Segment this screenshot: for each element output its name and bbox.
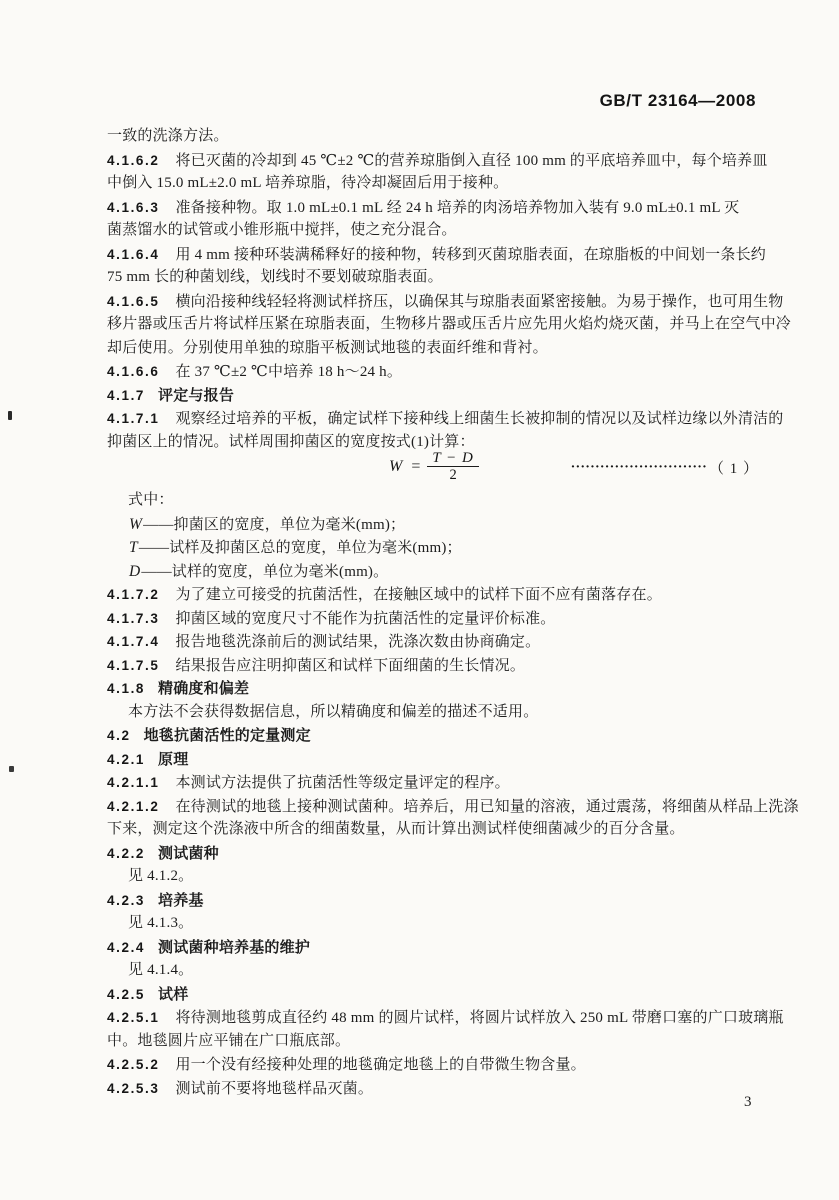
heading-4-1-7: [107, 384, 765, 408]
standard-number: GB/T 23164—2008: [599, 91, 756, 110]
cross-reference: 见 4.1.3。: [128, 915, 194, 931]
heading-4-2-5: [107, 983, 765, 1007]
clause-4-1-6-4: [107, 243, 765, 267]
scan-artifact-mark: [9, 766, 14, 772]
clause-4-2-1-1: [107, 771, 765, 795]
clause-number: 4.1.7.3: [107, 610, 160, 626]
clause-number: 4.2: [107, 728, 131, 743]
symbol: T: [129, 539, 138, 556]
symbol-definition: ——试样的宽度，单位为毫米(mm)。: [141, 563, 389, 580]
clause-number: 4.1.7.4: [107, 634, 160, 649]
clause-text: 横向沿接种线轻轻将测试样挤压，以确保其与琼脂表面紧密接触。为易于操作，也可用生物: [175, 293, 784, 310]
symbol-def-T: [107, 536, 765, 560]
text-line: 中倒入 15.0 mL±2.0 mL 培养琼脂，待冷却凝固后用于接种。: [107, 175, 509, 191]
clause-text: 报告地毯洗涤前后的测试结果，洗涤次数由协商确定。: [175, 634, 541, 650]
clause-4-1-7-4: [107, 630, 765, 654]
symbol-definition: ——试样及抑菌区总的宽度，单位为毫米(mm)；: [138, 540, 462, 556]
equals-sign: =: [411, 457, 421, 475]
clause-4-2-1-2: [107, 795, 799, 819]
heading-text: 评定与报告: [158, 386, 235, 404]
heading-4-2-2: [107, 842, 765, 866]
clause-number: 4.2.2: [107, 845, 146, 861]
heading-4-2-4: [107, 936, 765, 960]
text-line: 本方法不会获得数据信息，所以精确度和偏差的描述不适用。: [128, 703, 539, 720]
symbol-def-W: [107, 513, 765, 537]
equation-number: （ 1 ）: [708, 461, 759, 477]
clause-text: 抑菌区域的宽度尺寸不能作为抗菌活性的定量评价标准。: [175, 610, 556, 627]
text-line: 一致的洗涤方法。: [107, 128, 229, 144]
fraction-numerator: T − D: [432, 450, 474, 466]
heading-text: 试样: [158, 985, 189, 1003]
clause-number: 4.2.5.1: [107, 1010, 160, 1025]
clause-text: 将已灭菌的冷却到 45 ℃±2 ℃的营养琼脂倒入直径 100 mm 的平底培养皿中，每个培养皿: [175, 152, 768, 169]
clause-number: 4.1.6.6: [107, 364, 160, 379]
text-line: 却后使用。分别使用单独的琼脂平板测试地毯的表面纤维和背衬。: [107, 339, 548, 356]
clause-number: 4.2.1.1: [107, 775, 160, 790]
heading-text: 测试菌种: [158, 844, 219, 862]
heading-4-2-1: [107, 748, 765, 772]
clause-text: 为了建立可接受的抗菌活性，在接触区域中的试样下面不应有菌落存在。: [175, 587, 662, 603]
clause-4-2-5-3: [107, 1077, 765, 1101]
clause-number: 4.1.6.4: [107, 246, 160, 262]
clause-number: 4.2.5.3: [107, 1080, 160, 1096]
text-line: 抑菌区上的情况。试样周围抑菌区的宽度按式(1)计算：: [107, 433, 475, 450]
cross-reference: 见 4.1.4。: [128, 962, 194, 978]
scan-artifact-mark: [8, 411, 12, 420]
formula-where-label: 式中：: [128, 492, 174, 508]
text-line: 中。地毯圆片应平铺在广口瓶底部。: [107, 1032, 351, 1049]
text-line: 下来，测定这个洗涤液中所含的细菌数量，从而计算出测试样使细菌减少的百分含量。: [107, 821, 685, 837]
clause-number: 4.2.5.2: [107, 1057, 160, 1072]
clause-number: 4.1.7.2: [107, 587, 160, 602]
heading-4-2-3: [107, 889, 765, 913]
clause-4-1-6-5: [107, 290, 784, 314]
clause-text: 在 37 ℃±2 ℃中培养 18 h～24 h。: [175, 364, 403, 380]
clause-text: 准备接种物。取 1.0 mL±0.1 mL 经 24 h 培养的肉汤培养物加入装有 9.0 mL±0.1 mL 灭: [175, 199, 740, 216]
symbol: D: [129, 562, 141, 580]
clause-number: 4.2.5: [107, 986, 146, 1002]
heading-text: 精确度和偏差: [158, 680, 250, 697]
heading-text: 测试菌种培养基的维护: [158, 938, 311, 956]
heading-4-1-8: [107, 677, 765, 701]
clause-text: 将待测地毯剪成直径约 48 mm 的圆片试样，将圆片试样放入 250 mL 带磨口塞的广口玻璃瓶: [175, 1010, 784, 1026]
fraction: [427, 450, 479, 483]
clause-4-1-7-3: [107, 607, 765, 631]
heading-text: 原理: [158, 750, 189, 768]
clause-number: 4.1.7.1: [107, 411, 160, 426]
clause-number: 4.2.4: [107, 939, 146, 955]
equation-reference: [571, 457, 759, 478]
text-line: 移片器或压舌片将试样压紧在琼脂表面，生物移片器或压舌片应先用火焰灼烧灭菌，并马上在空气中冷: [107, 316, 792, 332]
page-number: 3: [744, 1094, 752, 1110]
clause-number: 4.1.7.5: [107, 657, 160, 673]
clause-number: 4.2.1.2: [107, 798, 160, 814]
clause-4-1-6-6: [107, 360, 765, 384]
symbol-definition: ——抑菌区的宽度，单位为毫米(mm)；: [143, 516, 406, 533]
clause-text: 测试前不要将地毯样品灭菌。: [175, 1080, 374, 1097]
clause-4-1-7-5: [107, 654, 765, 678]
clause-4-2-5-2: [107, 1053, 765, 1077]
heading-text: 培养基: [158, 891, 204, 909]
heading-text: 地毯抗菌活性的定量测定: [143, 727, 311, 744]
clause-number: 4.1.6.3: [107, 199, 160, 215]
clause-text: 本测试方法提供了抗菌活性等级定量评定的程序。: [175, 775, 510, 791]
text-line: 75 mm 长的种菌划线，划线时不要划破琼脂表面。: [107, 269, 443, 285]
clause-text: 观察经过培养的平板，确定试样下接种线上细菌生长被抑制的情况以及试样边缘以外清洁的: [175, 411, 784, 427]
cross-reference: 见 4.1.2。: [128, 868, 194, 884]
clause-number: 4.1.6.2: [107, 152, 160, 168]
clause-number: 4.1.8: [107, 681, 146, 696]
clause-number: 4.1.6.5: [107, 293, 160, 309]
equation-expression: [389, 450, 479, 483]
clause-text: 用 4 mm 接种环装满稀释好的接种物，转移到灭菌琼脂表面，在琼脂板的中间划一条长约: [175, 246, 766, 263]
clause-text: 用一个没有经接种处理的地毯确定地毯上的自带微生物含量。: [175, 1057, 586, 1073]
clause-4-1-6-3: [107, 196, 765, 220]
dot-leader: ····························: [570, 459, 707, 475]
symbol: W: [129, 515, 143, 533]
clause-4-1-6-2: [107, 149, 768, 173]
symbol-def-D: [107, 560, 765, 584]
clause-number: 4.1.7: [107, 387, 146, 403]
text-line: 菌蒸馏水的试管或小锥形瓶中搅拌，使之充分混合。: [107, 222, 457, 238]
clause-number: 4.2.3: [107, 892, 146, 908]
document-body: [107, 125, 799, 1100]
clause-4-2-5-1: [107, 1006, 784, 1030]
clause-text: 结果报告应注明抑菌区和试样下面细菌的生长情况。: [175, 657, 526, 674]
clause-number: 4.2.1: [107, 751, 146, 767]
equation-1: [107, 450, 765, 489]
clause-4-1-7-2: [107, 583, 765, 607]
heading-4-2: [107, 724, 765, 748]
clause-text: 在待测试的地毯上接种测试菌种。培养后，用已知量的溶液，通过震荡，将细菌从样品上洗涤: [175, 798, 799, 815]
fraction-denominator: 2: [427, 466, 479, 483]
clause-4-1-7-1: [107, 407, 784, 431]
equation-lhs: W: [389, 457, 403, 475]
